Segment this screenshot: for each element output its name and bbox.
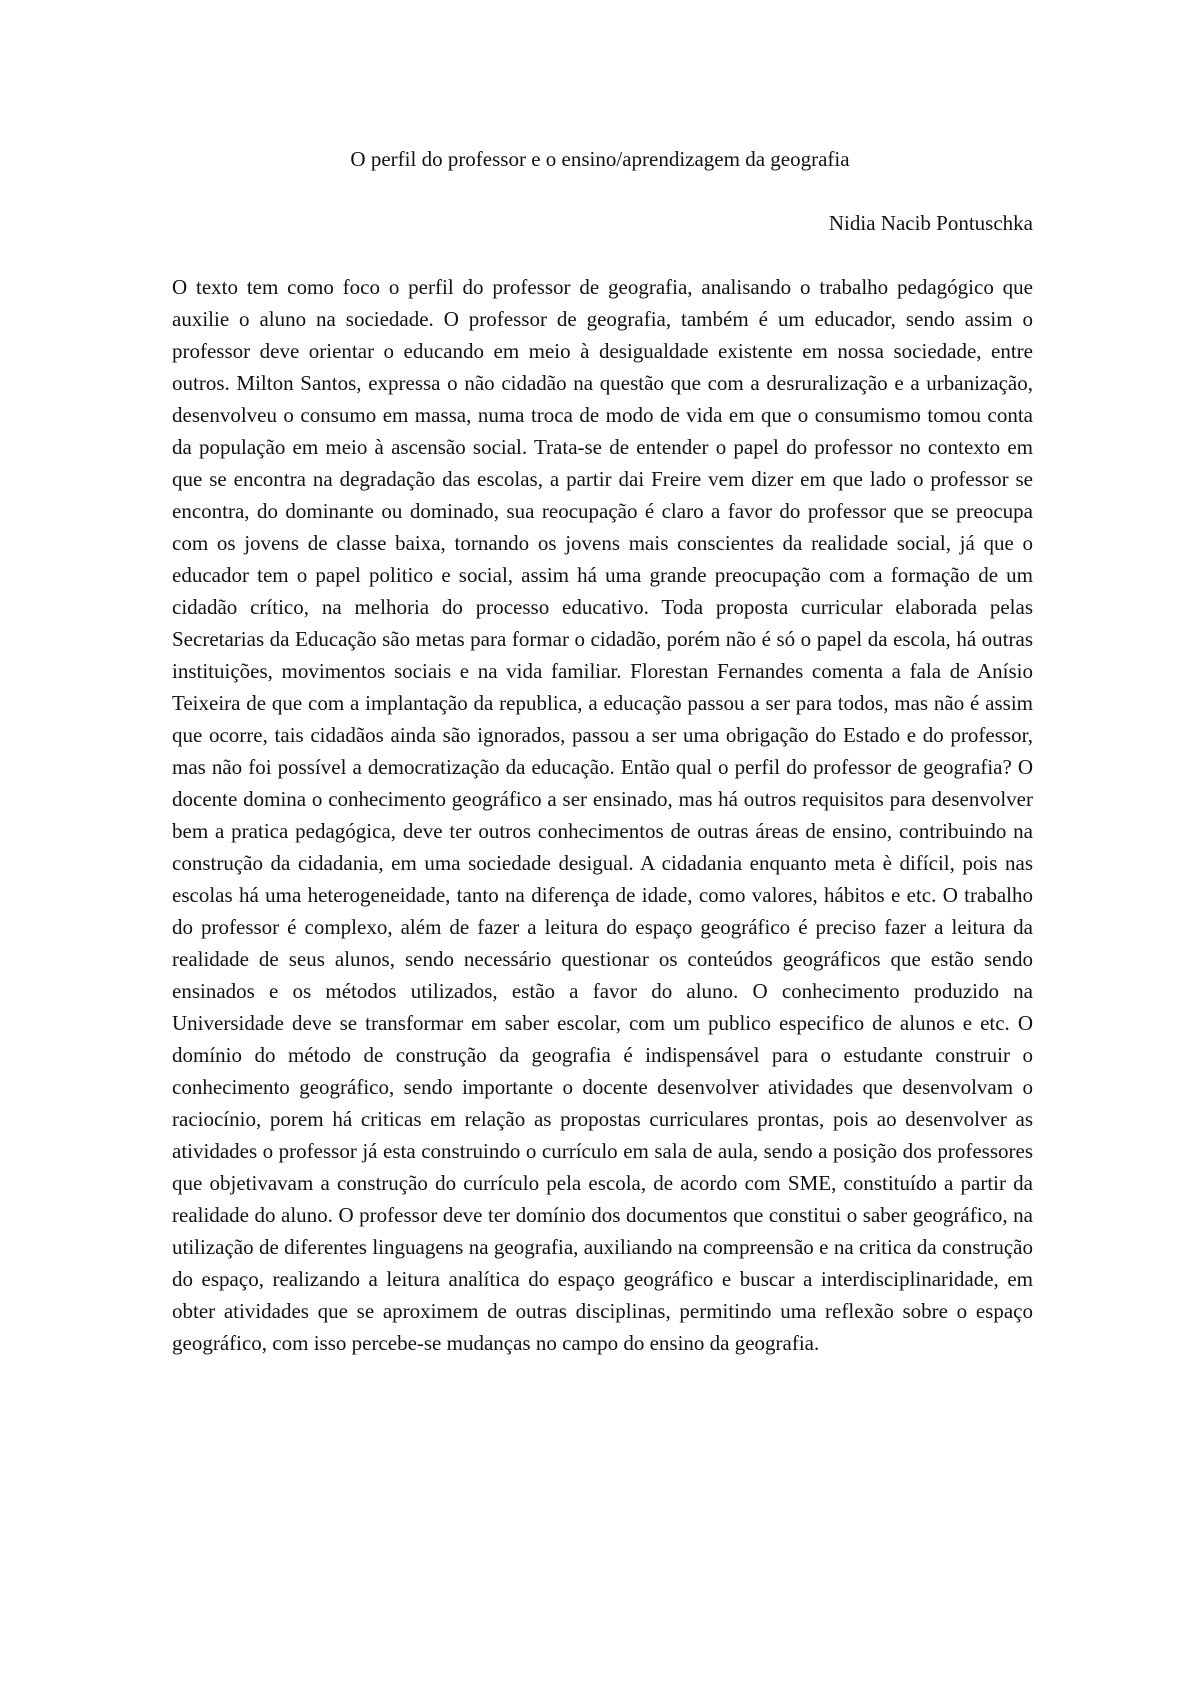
- document-body-paragraph: O texto tem como foco o perfil do professor de geografia, analisando o trabalho pedagógico que auxilie o aluno na sociedade. O professor de geografia, também é um educador, sendo assim o professor deve orientar o educando em meio à desigualdade existente em nossa sociedade, entre outros. Milton Santos, expressa o não cidadão na questão que com a desruralização e a urbanização, desenvolveu o consumo em massa, numa troca de modo de vida em que o consumismo tomou conta da população em meio à ascensão social. Trata-se de entender o papel do professor no contexto em que se encontra na degradação das escolas, a partir dai Freire vem dizer em que lado o professor se encontra, do dominante ou dominado, sua reocupação é claro a favor do professor que se preocupa com os jovens de classe baixa, tornando os jovens mais conscientes da realidade social, já que o educador tem o papel politico e social, assim há uma grande preocupação com a formação de um cidadão crítico, na melhoria do processo educativo. Toda proposta curricular elaborada pelas Secretarias da Educação são metas para formar o cidadão, porém não é só o papel da escola, há outras instituições, movimentos sociais e na vida familiar. Florestan Fernandes comenta a fala de Anísio Teixeira de que com a implantação da republica, a educação passou a ser para todos, mas não é assim que ocorre, tais cidadãos ainda são ignorados, passou a ser uma obrigação do Estado e do professor, mas não foi possível a democratização da educação. Então qual o perfil do professor de geografia? O docente domina o conhecimento geográfico a ser ensinado, mas há outros requisitos para desenvolver bem a pratica pedagógica, deve ter outros conhecimentos de outras áreas de ensino, contribuindo na construção da cidadania, em uma sociedade desigual. A cidadania enquanto meta è difícil, pois nas escolas há uma heterogeneidade, tanto na diferença de idade, como valores, hábitos e etc. O trabalho do professor é complexo, além de fazer a leitura do espaço geográfico é preciso fazer a leitura da realidade de seus alunos, sendo necessário questionar os conteúdos geográficos que estão sendo ensinados e os métodos utilizados, estão a favor do aluno. O conhecimento produzido na Universidade deve se transformar em saber escolar, com um publico especifico de alunos e etc. O domínio do método de construção da geografia é indispensável para o estudante construir o conhecimento geográfico, sendo importante o docente desenvolver atividades que desenvolvam o raciocínio, porem há criticas em relação as propostas curriculares prontas, pois ao desenvolver as atividades o professor já esta construindo o currículo em sala de aula, sendo a posição dos professores que objetivavam a construção do currículo pela escola, de acordo com SME, constituído a partir da realidade do aluno. O professor deve ter domínio dos documentos que constitui o saber geográfico, na utilização de diferentes linguagens na geografia, auxiliando na compreensão e na critica da construção do espaço, realizando a leitura analítica do espaço geográfico e buscar a interdisciplinaridade, em obter atividades que se aproximem de outras disciplinas, permitindo uma reflexão sobre o espaço geográfico, com isso percebe-se mudanças no campo do ensino da geografia.: [172, 275, 1033, 1355]
- document-author: Nidia Nacib Pontuschka: [828, 211, 1033, 235]
- document-title: O perfil do professor e o ensino/aprendizagem da geografia: [350, 147, 850, 171]
